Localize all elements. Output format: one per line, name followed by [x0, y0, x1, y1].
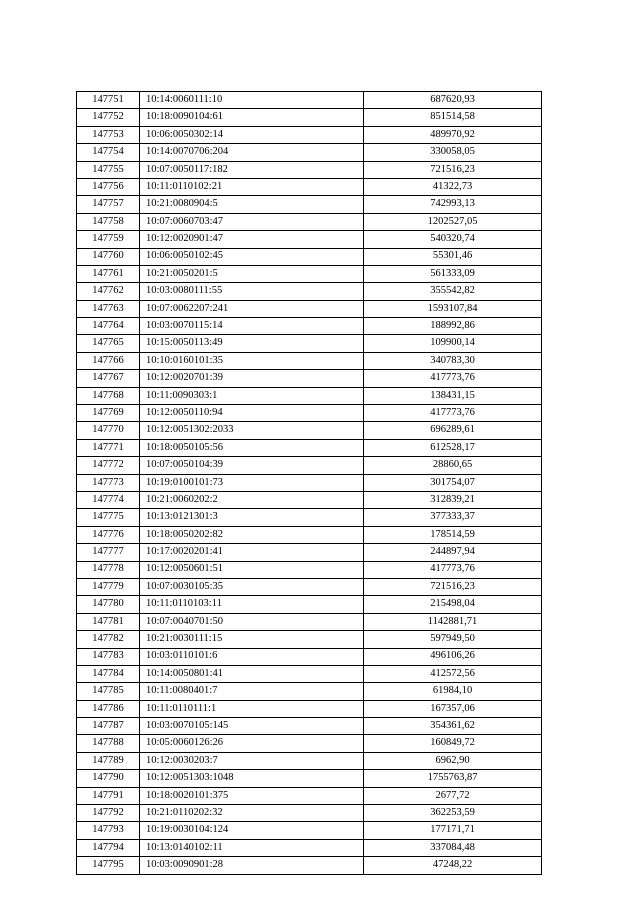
- amount-cell: 167357,06: [364, 700, 542, 717]
- cadastral-number-cell: 10:05:0060126:26: [140, 735, 364, 752]
- row-id-cell: 147782: [77, 631, 140, 648]
- table-row: [77, 683, 542, 700]
- row-id-cell: 147764: [77, 318, 140, 335]
- cadastral-number-cell: 10:06:0050102:45: [140, 248, 364, 265]
- row-id-cell: 147768: [77, 387, 140, 404]
- row-id-cell: 147792: [77, 805, 140, 822]
- row-id-cell: 147772: [77, 457, 140, 474]
- amount-cell: 412572,56: [364, 665, 542, 682]
- amount-cell: 742993,13: [364, 196, 542, 213]
- amount-cell: 138431,15: [364, 387, 542, 404]
- table-row: [77, 805, 542, 822]
- row-id-cell: 147780: [77, 596, 140, 613]
- table-row: [77, 387, 542, 404]
- row-id-cell: 147795: [77, 857, 140, 874]
- row-id-cell: 147765: [77, 335, 140, 352]
- row-id-cell: 147770: [77, 422, 140, 439]
- cadastral-number-cell: 10:18:0050202:82: [140, 526, 364, 543]
- table-row: [77, 561, 542, 578]
- amount-cell: 301754,07: [364, 474, 542, 491]
- row-id-cell: 147791: [77, 787, 140, 804]
- amount-cell: 2677,72: [364, 787, 542, 804]
- amount-cell: 244897,94: [364, 544, 542, 561]
- table-row: [77, 839, 542, 856]
- row-id-cell: 147778: [77, 561, 140, 578]
- cadastral-number-cell: 10:12:0020701:39: [140, 370, 364, 387]
- amount-cell: 55301,46: [364, 248, 542, 265]
- table-body: [77, 92, 542, 875]
- table-row: [77, 265, 542, 282]
- amount-cell: 354361,62: [364, 718, 542, 735]
- row-id-cell: 147788: [77, 735, 140, 752]
- amount-cell: 561333,09: [364, 265, 542, 282]
- table-row: [77, 735, 542, 752]
- cadastral-number-cell: 10:07:0060703:47: [140, 213, 364, 230]
- row-id-cell: 147757: [77, 196, 140, 213]
- amount-cell: 61984,10: [364, 683, 542, 700]
- cadastral-number-cell: 10:13:0121301:3: [140, 509, 364, 526]
- data-table: [76, 91, 542, 875]
- cadastral-number-cell: 10:07:0050104:39: [140, 457, 364, 474]
- cadastral-number-cell: 10:12:0051302:2033: [140, 422, 364, 439]
- cadastral-number-cell: 10:11:0090303:1: [140, 387, 364, 404]
- amount-cell: 597949,50: [364, 631, 542, 648]
- amount-cell: 160849,72: [364, 735, 542, 752]
- row-id-cell: 147784: [77, 665, 140, 682]
- row-id-cell: 147751: [77, 92, 140, 109]
- table-row: [77, 335, 542, 352]
- amount-cell: 340783,30: [364, 352, 542, 369]
- row-id-cell: 147763: [77, 300, 140, 317]
- table-row: [77, 126, 542, 143]
- amount-cell: 696289,61: [364, 422, 542, 439]
- amount-cell: 337084,48: [364, 839, 542, 856]
- cadastral-number-cell: 10:03:0110101:6: [140, 648, 364, 665]
- table-row: [77, 318, 542, 335]
- table-row: [77, 457, 542, 474]
- amount-cell: 28860,65: [364, 457, 542, 474]
- table-row: [77, 787, 542, 804]
- cadastral-number-cell: 10:21:0060202:2: [140, 491, 364, 508]
- table-row: [77, 144, 542, 161]
- amount-cell: 612528,17: [364, 439, 542, 456]
- row-id-cell: 147781: [77, 613, 140, 630]
- cadastral-number-cell: 10:14:0050801:41: [140, 665, 364, 682]
- table-row: [77, 770, 542, 787]
- row-id-cell: 147760: [77, 248, 140, 265]
- amount-cell: 721516,23: [364, 161, 542, 178]
- cadastral-number-cell: 10:11:0080401:7: [140, 683, 364, 700]
- row-id-cell: 147774: [77, 491, 140, 508]
- row-id-cell: 147769: [77, 405, 140, 422]
- amount-cell: 178514,59: [364, 526, 542, 543]
- amount-cell: 312839,21: [364, 491, 542, 508]
- amount-cell: 377333,37: [364, 509, 542, 526]
- amount-cell: 496106,26: [364, 648, 542, 665]
- table-row: [77, 613, 542, 630]
- table-row: [77, 752, 542, 769]
- row-id-cell: 147752: [77, 109, 140, 126]
- table-row: [77, 439, 542, 456]
- cadastral-number-cell: 10:14:0060111:10: [140, 92, 364, 109]
- amount-cell: 355542,82: [364, 283, 542, 300]
- amount-cell: 41322,73: [364, 178, 542, 195]
- table-row: [77, 544, 542, 561]
- row-id-cell: 147762: [77, 283, 140, 300]
- amount-cell: 6962,90: [364, 752, 542, 769]
- cadastral-number-cell: 10:07:0040701:50: [140, 613, 364, 630]
- cadastral-number-cell: 10:07:0062207:241: [140, 300, 364, 317]
- table-row: [77, 370, 542, 387]
- cadastral-number-cell: 10:07:0030105:35: [140, 578, 364, 595]
- amount-cell: 687620,93: [364, 92, 542, 109]
- cadastral-number-cell: 10:12:0020901:47: [140, 231, 364, 248]
- row-id-cell: 147753: [77, 126, 140, 143]
- amount-cell: 851514,58: [364, 109, 542, 126]
- table-row: [77, 526, 542, 543]
- cadastral-number-cell: 10:03:0090901:28: [140, 857, 364, 874]
- row-id-cell: 147783: [77, 648, 140, 665]
- table-row: [77, 822, 542, 839]
- row-id-cell: 147756: [77, 178, 140, 195]
- amount-cell: 489970,92: [364, 126, 542, 143]
- cadastral-number-cell: 10:03:0080111:55: [140, 283, 364, 300]
- row-id-cell: 147776: [77, 526, 140, 543]
- row-id-cell: 147771: [77, 439, 140, 456]
- table-row: [77, 718, 542, 735]
- table-row: [77, 300, 542, 317]
- amount-cell: 1202527,05: [364, 213, 542, 230]
- row-id-cell: 147793: [77, 822, 140, 839]
- table-row: [77, 161, 542, 178]
- row-id-cell: 147754: [77, 144, 140, 161]
- amount-cell: 47248,22: [364, 857, 542, 874]
- table-row: [77, 665, 542, 682]
- cadastral-number-cell: 10:14:0070706:204: [140, 144, 364, 161]
- table-row: [77, 231, 542, 248]
- row-id-cell: 147775: [77, 509, 140, 526]
- row-id-cell: 147785: [77, 683, 140, 700]
- amount-cell: 188992,86: [364, 318, 542, 335]
- amount-cell: 1593107,84: [364, 300, 542, 317]
- cadastral-number-cell: 10:13:0140102:11: [140, 839, 364, 856]
- amount-cell: 417773,76: [364, 405, 542, 422]
- amount-cell: 330058,05: [364, 144, 542, 161]
- amount-cell: 417773,76: [364, 370, 542, 387]
- cadastral-number-cell: 10:12:0030203:7: [140, 752, 364, 769]
- table-row: [77, 283, 542, 300]
- table-row: [77, 857, 542, 874]
- amount-cell: 109900,14: [364, 335, 542, 352]
- table-row: [77, 405, 542, 422]
- row-id-cell: 147759: [77, 231, 140, 248]
- amount-cell: 721516,23: [364, 578, 542, 595]
- row-id-cell: 147786: [77, 700, 140, 717]
- cadastral-number-cell: 10:21:0080904:5: [140, 196, 364, 213]
- table-row: [77, 178, 542, 195]
- amount-cell: 215498,04: [364, 596, 542, 613]
- table-row: [77, 196, 542, 213]
- cadastral-number-cell: 10:19:0100101:73: [140, 474, 364, 491]
- table-row: [77, 631, 542, 648]
- cadastral-number-cell: 10:11:0110111:1: [140, 700, 364, 717]
- table-row: [77, 509, 542, 526]
- row-id-cell: 147779: [77, 578, 140, 595]
- amount-cell: 540320,74: [364, 231, 542, 248]
- row-id-cell: 147773: [77, 474, 140, 491]
- cadastral-number-cell: 10:03:0070115:14: [140, 318, 364, 335]
- cadastral-number-cell: 10:12:0050110:94: [140, 405, 364, 422]
- cadastral-number-cell: 10:21:0030111:15: [140, 631, 364, 648]
- amount-cell: 1142881,71: [364, 613, 542, 630]
- table-row: [77, 474, 542, 491]
- cadastral-number-cell: 10:18:0090104:61: [140, 109, 364, 126]
- cadastral-number-cell: 10:03:0070105:145: [140, 718, 364, 735]
- table-row: [77, 422, 542, 439]
- row-id-cell: 147758: [77, 213, 140, 230]
- table-row: [77, 109, 542, 126]
- table-row: [77, 352, 542, 369]
- row-id-cell: 147755: [77, 161, 140, 178]
- row-id-cell: 147790: [77, 770, 140, 787]
- table-row: [77, 596, 542, 613]
- cadastral-number-cell: 10:07:0050117:182: [140, 161, 364, 178]
- row-id-cell: 147787: [77, 718, 140, 735]
- amount-cell: 417773,76: [364, 561, 542, 578]
- cadastral-number-cell: 10:21:0050201:5: [140, 265, 364, 282]
- table-row: [77, 578, 542, 595]
- cadastral-number-cell: 10:17:0020201:41: [140, 544, 364, 561]
- cadastral-number-cell: 10:12:0050601:51: [140, 561, 364, 578]
- row-id-cell: 147794: [77, 839, 140, 856]
- cadastral-number-cell: 10:10:0160101:35: [140, 352, 364, 369]
- table-row: [77, 248, 542, 265]
- amount-cell: 177171,71: [364, 822, 542, 839]
- row-id-cell: 147789: [77, 752, 140, 769]
- table-row: [77, 213, 542, 230]
- table-row: [77, 92, 542, 109]
- table-row: [77, 648, 542, 665]
- cadastral-number-cell: 10:18:0050105:56: [140, 439, 364, 456]
- amount-cell: 362253,59: [364, 805, 542, 822]
- table-row: [77, 491, 542, 508]
- row-id-cell: 147777: [77, 544, 140, 561]
- row-id-cell: 147761: [77, 265, 140, 282]
- cadastral-number-cell: 10:18:0020101:375: [140, 787, 364, 804]
- table-row: [77, 700, 542, 717]
- cadastral-number-cell: 10:15:0050113:49: [140, 335, 364, 352]
- cadastral-number-cell: 10:11:0110103:11: [140, 596, 364, 613]
- row-id-cell: 147766: [77, 352, 140, 369]
- cadastral-number-cell: 10:21:0110202:32: [140, 805, 364, 822]
- cadastral-number-cell: 10:19:0030104:124: [140, 822, 364, 839]
- amount-cell: 1755763,87: [364, 770, 542, 787]
- cadastral-number-cell: 10:06:0050302:14: [140, 126, 364, 143]
- cadastral-number-cell: 10:11:0110102:21: [140, 178, 364, 195]
- row-id-cell: 147767: [77, 370, 140, 387]
- cadastral-number-cell: 10:12:0051303:1048: [140, 770, 364, 787]
